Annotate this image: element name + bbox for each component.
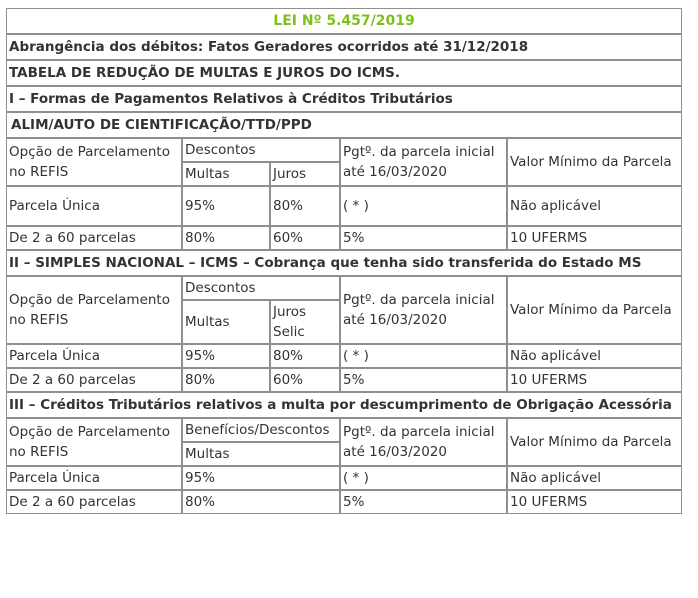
s2-col-valor: Valor Mínimo da Parcela: [507, 276, 682, 344]
s3-col-opcao: Opção de Parcelamento no REFIS: [6, 418, 182, 466]
table-cell: 80%: [270, 186, 340, 226]
table-cell: ( * ): [340, 344, 507, 368]
table-cell: 60%: [270, 226, 340, 250]
table-cell: Não aplicável: [507, 466, 682, 490]
table-cell: 95%: [182, 344, 270, 368]
section1-subheading: ALIM/AUTO DE CIENTIFICAÇÃO/TTD/PPD: [6, 112, 682, 138]
table-cell: 10 UFERMS: [507, 368, 682, 392]
s3-col-valor: Valor Mínimo da Parcela: [507, 418, 682, 466]
s2-col-juros: Juros Selic: [270, 300, 340, 344]
section1-heading: I – Formas de Pagamentos Relativos à Créditos Tributários: [6, 86, 682, 112]
s1-col-valor: Valor Mínimo da Parcela: [507, 138, 682, 186]
s1-col-juros: Juros: [270, 162, 340, 186]
table-cell: Parcela Única: [6, 186, 182, 226]
table-title: TABELA DE REDUÇÃO DE MULTAS E JUROS DO ICMS.: [6, 60, 682, 86]
table-cell: 80%: [182, 226, 270, 250]
table-cell: 95%: [182, 186, 270, 226]
s2-col-opcao: Opção de Parcelamento no REFIS: [6, 276, 182, 344]
table-cell: 5%: [340, 368, 507, 392]
table-cell: 10 UFERMS: [507, 226, 682, 250]
table-cell: De 2 a 60 parcelas: [6, 368, 182, 392]
s1-col-multas: Multas: [182, 162, 270, 186]
s3-col-beneficios: Benefícios/Descontos: [182, 418, 340, 442]
s2-col-descontos: Descontos: [182, 276, 340, 300]
abrangencia-text: Abrangência dos débitos: Fatos Geradores ocorridos até 31/12/2018: [6, 34, 682, 60]
table-cell: Não aplicável: [507, 344, 682, 368]
table-cell: Não aplicável: [507, 186, 682, 226]
table-cell: 5%: [340, 226, 507, 250]
s3-col-multas: Multas: [182, 442, 340, 466]
law-title: LEI Nº 5.457/2019: [6, 8, 682, 34]
s3-col-pgt: Pgtº. da parcela inicial até 16/03/2020: [340, 418, 507, 466]
s1-col-descontos: Descontos: [182, 138, 340, 162]
table-cell: Parcela Única: [6, 344, 182, 368]
refis-table: [6, 8, 682, 514]
s2-col-pgt: Pgtº. da parcela inicial até 16/03/2020: [340, 276, 507, 344]
table-cell: ( * ): [340, 466, 507, 490]
table-cell: 80%: [182, 368, 270, 392]
table-cell: 5%: [340, 490, 507, 514]
table-cell: De 2 a 60 parcelas: [6, 226, 182, 250]
table-cell: 80%: [270, 344, 340, 368]
table-cell: De 2 a 60 parcelas: [6, 490, 182, 514]
table-cell: ( * ): [340, 186, 507, 226]
section3-heading: III – Créditos Tributários relativos a multa por descumprimento de Obrigação Acessória: [6, 392, 682, 418]
table-cell: Parcela Única: [6, 466, 182, 490]
table-cell: 10 UFERMS: [507, 490, 682, 514]
s1-col-opcao: Opção de Parcelamento no REFIS: [6, 138, 182, 186]
table-cell: 80%: [182, 490, 340, 514]
s1-col-pgt: Pgtº. da parcela inicial até 16/03/2020: [340, 138, 507, 186]
section2-heading: II – SIMPLES NACIONAL – ICMS – Cobrança que tenha sido transferida do Estado MS: [6, 250, 682, 276]
s2-col-multas: Multas: [182, 300, 270, 344]
refis-document: [6, 8, 682, 514]
table-cell: 95%: [182, 466, 340, 490]
table-cell: 60%: [270, 368, 340, 392]
